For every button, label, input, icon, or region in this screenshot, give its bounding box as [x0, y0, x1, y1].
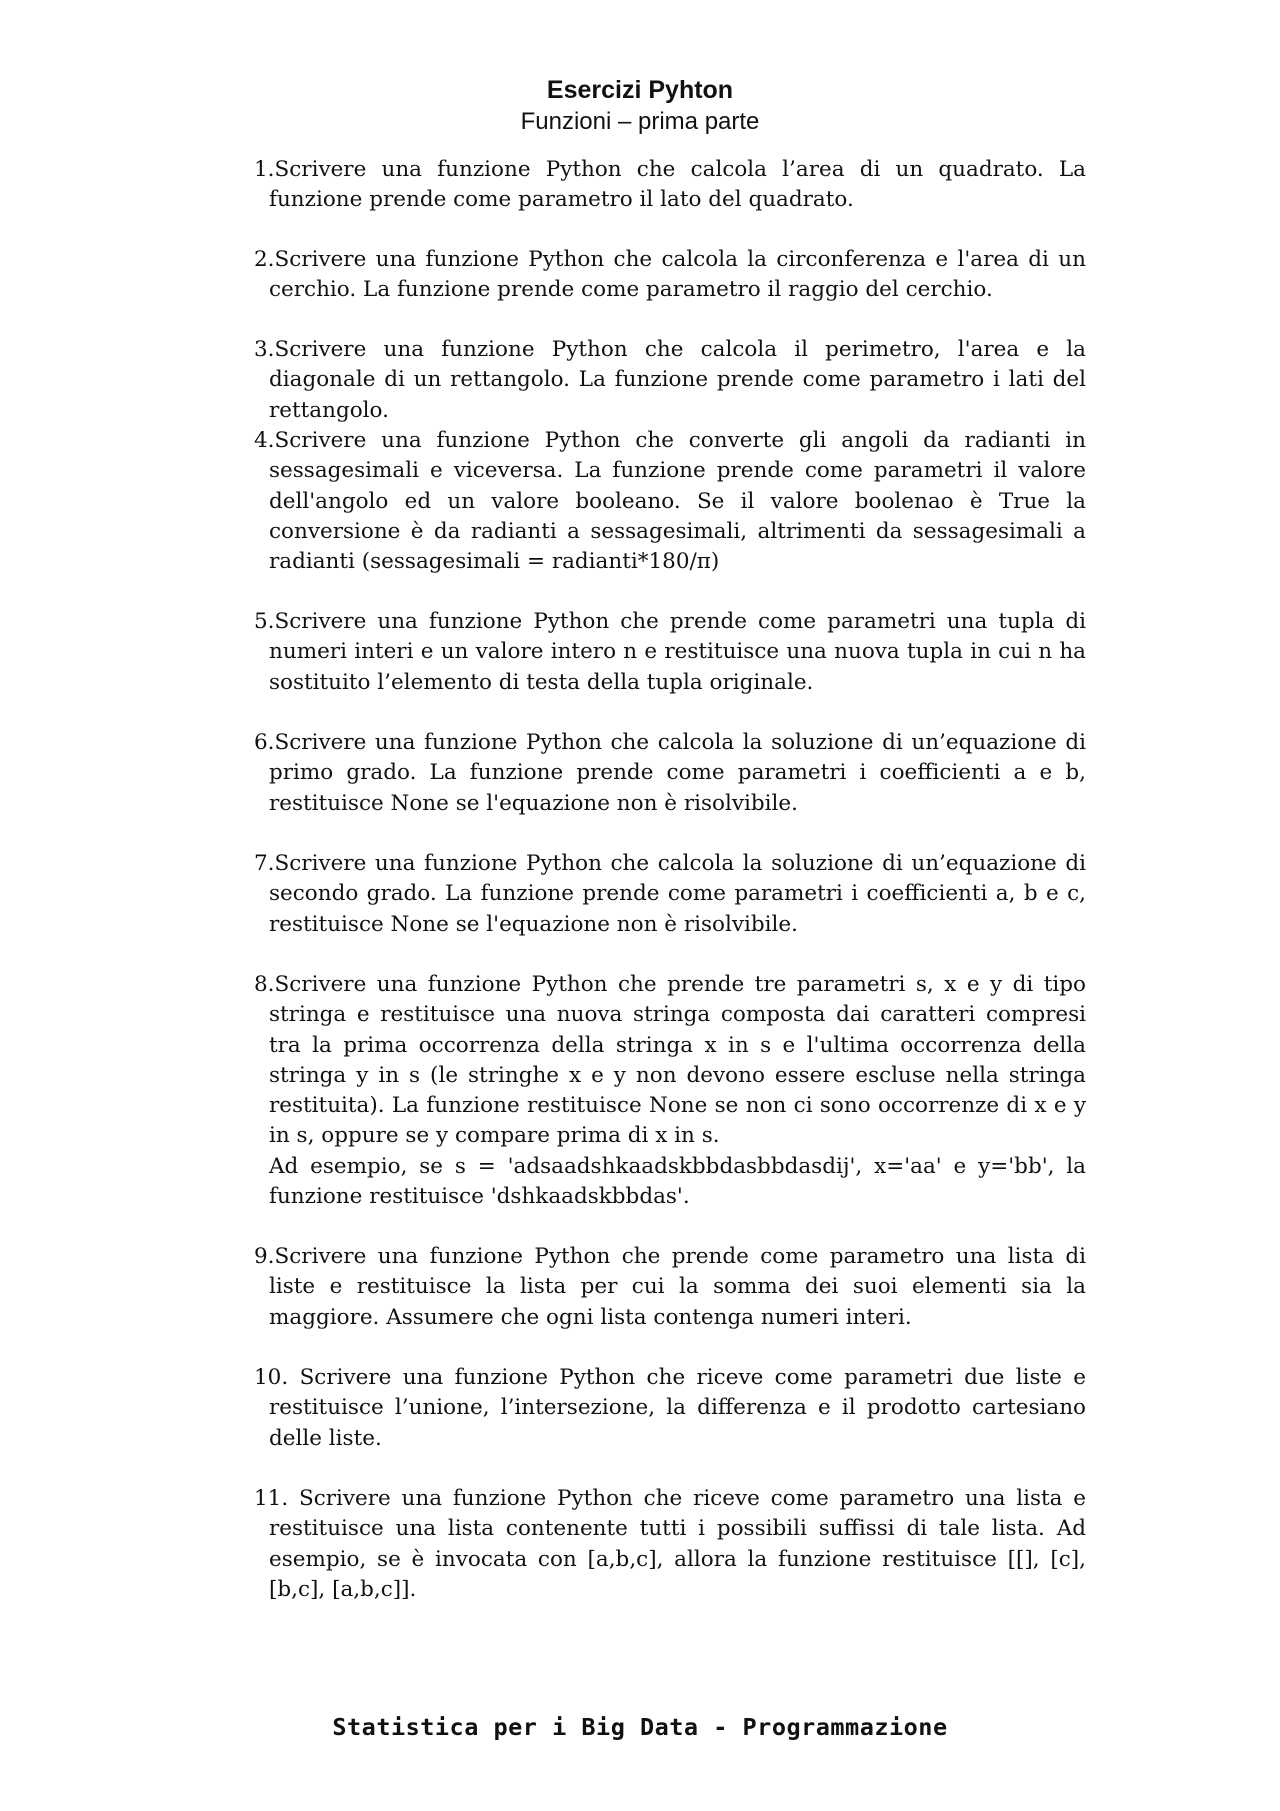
exercise-example: Ad esempio, se s = 'adsaadshkaadskbbdasbbdasdij', x='aa' e y='bb', la funzione restituisce 'dshkaadskbbdas'. [269, 1153, 1086, 1210]
exercise-item [233, 970, 1086, 1212]
exercise-text: Scrivere una funzione Python che calcola la soluzione di un’equazione di secondo grado. La funzione prende come parametri i coefficienti a, b e c, restituisce None se l'equazione non è risolvibile. [269, 851, 1086, 937]
exercise-item [233, 1484, 1086, 1605]
exercise-text: Scrivere una funzione Python che prende come parametri una tupla di numeri interi e un valore intero n e restituisce una nuova tupla in cui n ha sostituito l’elemento di testa della tupla originale. [269, 609, 1086, 695]
exercise-number: 10. [254, 1365, 289, 1390]
exercise-item [233, 426, 1086, 577]
exercise-number: 8. [254, 972, 275, 997]
exercise-item [233, 245, 1086, 306]
exercise-number: 1. [254, 157, 275, 182]
exercise-number: 5. [254, 609, 275, 634]
exercise-text: Scrivere una funzione Python che prende come parametro una lista di liste e restituisce la lista per cui la somma dei suoi elementi sia la maggiore. Assumere che ogni lista contenga numeri interi. [269, 1244, 1086, 1330]
exercise-item [233, 335, 1086, 426]
exercise-number: 9. [254, 1244, 275, 1269]
exercise-item [233, 155, 1086, 216]
exercise-number: 7. [254, 851, 275, 876]
exercise-number: 11. [254, 1486, 289, 1511]
exercise-text: Scrivere una funzione Python che calcola la circonferenza e l'area di un cerchio. La funzione prende come parametro il raggio del cerchio. [269, 247, 1086, 303]
document-header [0, 74, 1280, 137]
exercise-text: Scrivere una funzione Python che converte gli angoli da radianti in sessagesimali e viceversa. La funzione prende come parametri il valore dell'angolo ed un valore booleano. Se il valore boolenao è True la conversione è da radianti a sessagesimali, altrimenti da sessagesimali a radianti (sessagesimali = radianti*180/π) [269, 428, 1086, 575]
exercise-text: Scrivere una funzione Python che calcola il perimetro, l'area e la diagonale di un rettangolo. La funzione prende come parametro i lati del rettangolo. [269, 337, 1086, 423]
page-title: Esercizi Pyhton [546, 76, 734, 104]
exercise-text: Scrivere una funzione Python che riceve come parametro una lista e restituisce una lista contenente tutti i possibili suffissi di tale lista. Ad esempio, se è invocata con [a,b,c], allora la funzione restituisce [[], [c], [b,c], [a,b,c]]. [269, 1486, 1086, 1602]
page-footer: Statistica per i Big Data - Programmazione [332, 1713, 948, 1741]
exercise-number: 6. [254, 730, 275, 755]
exercise-text: Scrivere una funzione Python che prende tre parametri s, x e y di tipo stringa e restituisce una nuova stringa composta dai caratteri compresi tra la prima occorrenza della stringa x in s e l'ultima occorrenza della stringa y in s (le stringhe x e y non devono essere escluse nella stringa restituita). La funzione restituisce None se non ci sono occorrenze di x e y in s, oppure se y compare prima di x in s. [269, 972, 1086, 1149]
exercise-number: 4. [254, 428, 275, 453]
exercise-text: Scrivere una funzione Python che calcola l’area di un quadrato. La funzione prende come parametro il lato del quadrato. [269, 157, 1086, 213]
exercise-item [233, 1242, 1086, 1333]
exercise-item [233, 728, 1086, 819]
exercise-text: Scrivere una funzione Python che calcola la soluzione di un’equazione di primo grado. La funzione prende come parametri i coefficienti a e b, restituisce None se l'equazione non è risolvibile. [269, 730, 1086, 816]
exercise-number: 2. [254, 247, 275, 272]
exercise-number: 3. [254, 337, 275, 362]
exercise-item [233, 849, 1086, 940]
exercise-item [233, 607, 1086, 698]
exercise-text: Scrivere una funzione Python che riceve come parametri due liste e restituisce l’unione, l’intersezione, la differenza e il prodotto cartesiano delle liste. [269, 1365, 1086, 1451]
exercise-item [233, 1363, 1086, 1454]
page-subtitle: Funzioni – prima parte [520, 108, 760, 135]
